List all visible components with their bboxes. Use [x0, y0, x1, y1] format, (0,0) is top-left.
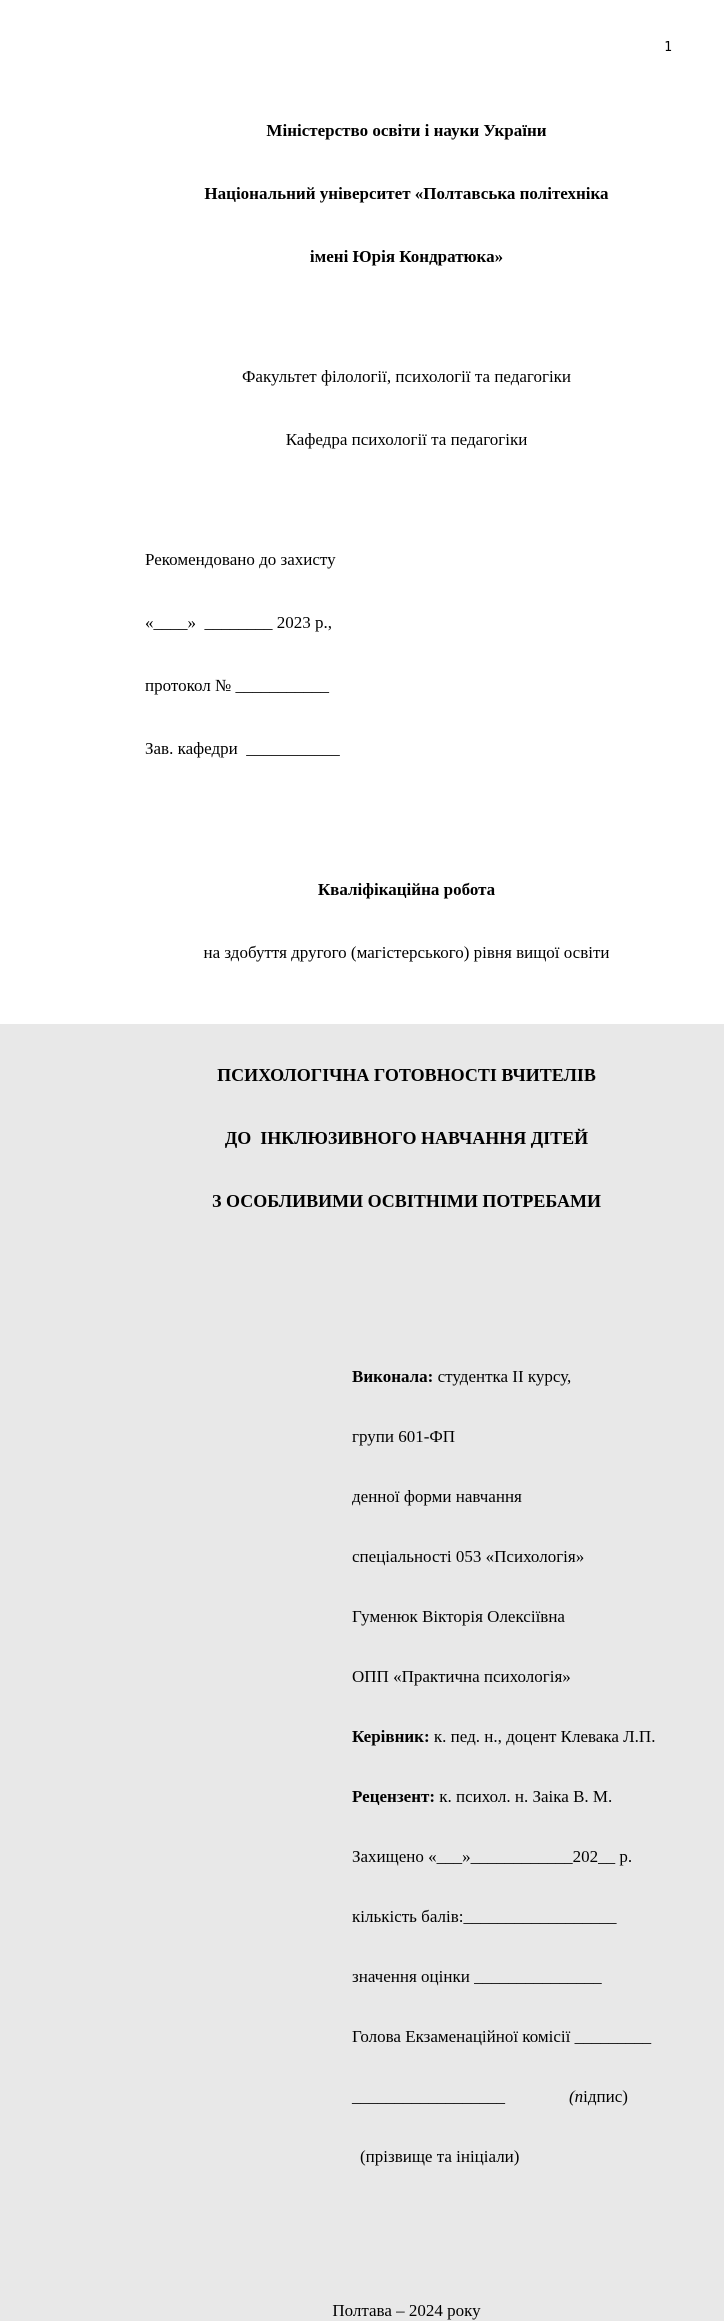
author-opp-line: ОПП «Практична психологія»	[352, 1667, 571, 1686]
approval-protocol-line: протокол № ___________	[145, 676, 329, 695]
committee-line: Голова Екзаменаційної комісії _________	[352, 2027, 652, 2046]
defended-line: Захищено «___»____________202__ р.	[352, 1847, 633, 1866]
supervisor-line	[352, 1727, 668, 1747]
thesis-title-line-3: З ОСОБЛИВИМИ ОСВІТНІМИ ПОТРЕБАМИ	[212, 1191, 601, 1211]
faculty-line: Факультет філології, психології та педагогіки	[241, 367, 572, 386]
work-type-label: Кваліфікаційна робота	[317, 880, 496, 899]
performed-rest: студентка ІІ курсу,	[433, 1367, 572, 1386]
work-type-block	[145, 837, 668, 1005]
faculty-block	[145, 324, 668, 492]
place-year-line: Полтава – 2024 року	[332, 2301, 481, 2320]
performed-label: Виконала:	[352, 1367, 434, 1386]
university-line-2: імені Юрія Кондратюка»	[309, 247, 504, 266]
degree-line: на здобуття другого (магістерського) рівня вищої освіти	[203, 943, 610, 962]
points-line: кількість балів:__________________	[352, 1907, 617, 1926]
approval-block	[145, 507, 668, 801]
approval-head-line: Зав. кафедри ___________	[145, 739, 340, 758]
reviewer-line	[352, 1787, 668, 1807]
university-line-1: Національний університет «Полтавська політехніка	[204, 184, 609, 203]
department-line: Кафедра психології та педагогіки	[285, 430, 528, 449]
supervisor-label: Керівник:	[352, 1727, 430, 1746]
approval-date-line: «____» ________ 2023 р.,	[145, 613, 332, 632]
signature-blank: __________________	[352, 2087, 505, 2106]
author-specialty-line: спеціальності 053 «Психологія»	[352, 1547, 585, 1566]
ministry-line: Міністерство освіти і науки України	[266, 121, 547, 140]
reviewer-rest: к. психол. н. Заіка В. М.	[435, 1787, 613, 1806]
page-number: 1	[664, 40, 672, 55]
author-form-line: денної форми навчання	[352, 1487, 522, 1506]
signature-line	[352, 2087, 668, 2107]
supervisor-rest: к. пед. н., доцент Клевака Л.П.	[429, 1727, 656, 1746]
thesis-title	[145, 1023, 668, 1254]
author-name-line: Гуменюк Вікторія Олексіївна	[352, 1607, 565, 1626]
author-block	[352, 1327, 668, 2207]
reviewer-label: Рецензент:	[352, 1787, 436, 1806]
performed-line	[352, 1367, 668, 1387]
author-group-line: групи 601-ФП	[352, 1427, 456, 1446]
signature-caption: (підпис)	[569, 2087, 628, 2106]
header-block	[145, 78, 668, 309]
thesis-title-line-1: ПСИХОЛОГІЧНА ГОТОВНОСТІ ВЧИТЕЛІВ	[217, 1065, 596, 1085]
name-caption: (прізвище та ініціали)	[360, 2147, 520, 2166]
approval-line-1: Рекомендовано до захисту	[145, 550, 336, 569]
grade-line: значення оцінки _______________	[352, 1967, 602, 1986]
thesis-title-line-2: ДО ІНКЛЮЗИВНОГО НАВЧАННЯ ДІТЕЙ	[224, 1128, 589, 1148]
